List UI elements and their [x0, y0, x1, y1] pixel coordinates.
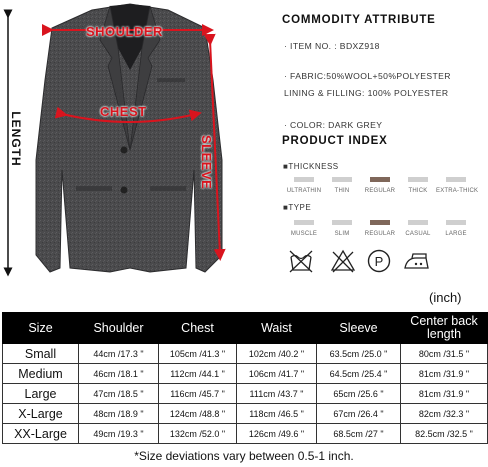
thickness-option	[322, 177, 362, 194]
product-index-title: PRODUCT INDEX	[282, 135, 388, 147]
thickness-option	[360, 177, 400, 194]
type-option	[398, 220, 438, 237]
size-name-cell: Large	[3, 384, 79, 404]
sleeve-label: SLEEVE	[199, 135, 214, 190]
measurement-cell: 67cm /26.4 "	[317, 404, 401, 424]
thickness-bar	[332, 177, 352, 182]
table-row	[3, 364, 488, 384]
column-header: Shoulder	[79, 313, 159, 344]
type-bar	[408, 220, 428, 225]
table-row	[3, 424, 488, 444]
color-attribute: · COLOR: DARK GREY	[284, 120, 383, 130]
shoulder-label: SHOULDER	[86, 24, 163, 39]
type-bar	[294, 220, 314, 225]
thickness-option-label: ULTRATHIN	[286, 188, 322, 194]
column-header: Waist	[237, 313, 317, 344]
size-chart-header	[3, 313, 488, 344]
measurement-cell: 81cm /31.9 "	[401, 364, 488, 384]
type-label: ■TYPE	[283, 203, 312, 212]
measurement-cell: 124cm /48.8 "	[159, 404, 237, 424]
thickness-option-label: REGULAR	[364, 188, 396, 194]
table-row	[3, 404, 488, 424]
table-row	[3, 344, 488, 364]
type-scale	[284, 220, 484, 246]
unit-label: (inch)	[429, 290, 462, 305]
measurement-cell: 81cm /31.9 "	[401, 384, 488, 404]
table-row	[3, 384, 488, 404]
type-bar	[446, 220, 466, 225]
measurement-cell: 126cm /49.6 "	[237, 424, 317, 444]
measurement-cell: 106cm /41.7 "	[237, 364, 317, 384]
type-option	[436, 220, 476, 237]
thickness-option-label: THIN	[334, 188, 350, 194]
length-label: LENGTH	[9, 111, 23, 167]
measurement-cell: 105cm /41.3 "	[159, 344, 237, 364]
measurement-cell: 112cm /44.1 "	[159, 364, 237, 384]
type-option-label: SLIM	[334, 231, 350, 237]
type-option-label: CASUAL	[405, 231, 431, 237]
lining-composition: LINING & FILLING: 100% POLYESTER	[284, 88, 449, 98]
measurement-cell: 49cm /19.3 "	[79, 424, 159, 444]
thickness-bar	[370, 177, 390, 182]
measurement-cell: 111cm /43.7 "	[237, 384, 317, 404]
thickness-option-label: EXTRA-THICK	[436, 188, 479, 194]
no-bleach-icon	[330, 248, 356, 274]
thickness-option-label: THICK	[408, 188, 428, 194]
measurement-cell: 65cm /25.6 "	[317, 384, 401, 404]
thickness-scale	[284, 177, 484, 203]
type-option-label: LARGE	[445, 231, 467, 237]
commodity-title: COMMODITY ATTRIBUTE	[282, 14, 436, 26]
measurement-cell: 80cm /31.5 "	[401, 344, 488, 364]
size-chart-table	[2, 312, 488, 444]
type-option-label: REGULAR	[364, 231, 396, 237]
dry-clean-icon	[366, 248, 392, 274]
measurement-cell: 47cm /18.5 "	[79, 384, 159, 404]
type-option	[284, 220, 324, 237]
measurement-cell: 102cm /40.2 "	[237, 344, 317, 364]
item-number: · ITEM NO. : BDXZ918	[284, 41, 380, 51]
size-name-cell: Medium	[3, 364, 79, 384]
column-header: Chest	[159, 313, 237, 344]
measurement-cell: 63.5cm /25.0 "	[317, 344, 401, 364]
measurement-cell: 116cm /45.7 "	[159, 384, 237, 404]
size-deviation-note: *Size deviations vary between 0.5-1 inch.	[134, 449, 354, 463]
type-option-label: MUSCLE	[290, 231, 318, 237]
measurement-cell: 82cm /32.3 "	[401, 404, 488, 424]
type-bar	[332, 220, 352, 225]
type-bar	[370, 220, 390, 225]
measurement-cell: 118cm /46.5 "	[237, 404, 317, 424]
thickness-option	[398, 177, 438, 194]
column-header: Sleeve	[317, 313, 401, 344]
dry-clean-letter: P	[374, 254, 384, 269]
size-name-cell: Small	[3, 344, 79, 364]
no-hand-wash-icon	[288, 248, 314, 274]
measurement-cell: 132cm /52.0 "	[159, 424, 237, 444]
column-header: Center back length	[401, 313, 488, 344]
fabric-composition: · FABRIC:50%WOOL+50%POLYESTER	[284, 71, 451, 81]
thickness-bar	[294, 177, 314, 182]
size-name-cell: XX-Large	[3, 424, 79, 444]
measurement-cell: 64.5cm /25.4 "	[317, 364, 401, 384]
measurement-cell: 82.5cm /32.5 "	[401, 424, 488, 444]
thickness-bar	[408, 177, 428, 182]
jacket-photo	[0, 0, 280, 283]
thickness-option	[436, 177, 479, 194]
column-header: Size	[3, 313, 79, 344]
thickness-option	[284, 177, 324, 194]
thickness-label: ■THICKNESS	[283, 162, 339, 171]
chest-label: CHEST	[100, 104, 147, 119]
type-option	[322, 220, 362, 237]
size-name-cell: X-Large	[3, 404, 79, 424]
iron-icon	[402, 248, 432, 274]
measurement-cell: 48cm /18.9 "	[79, 404, 159, 424]
measurement-cell: 46cm /18.1 "	[79, 364, 159, 384]
thickness-bar	[446, 177, 466, 182]
measurement-cell: 68.5cm /27 "	[317, 424, 401, 444]
type-option	[360, 220, 400, 237]
measurement-cell: 44cm /17.3 "	[79, 344, 159, 364]
